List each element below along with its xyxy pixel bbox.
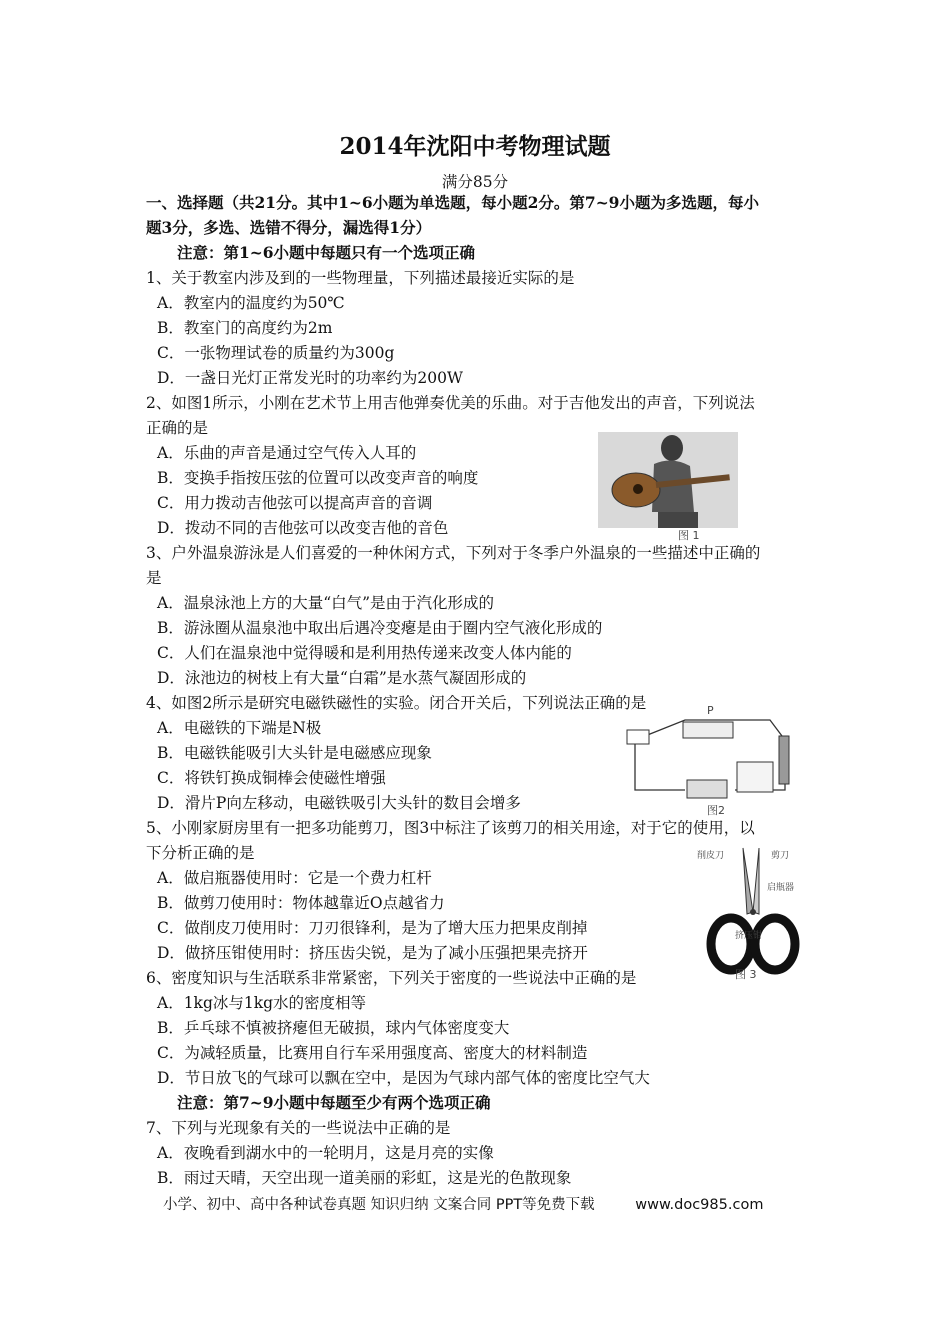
question-3-stem: 3、户外温泉游泳是人们喜爱的一种休闲方式，下列对于冬季户外温泉的一些描述中正确的 bbox=[146, 544, 761, 562]
question-1-option-b: B．教室门的高度约为2m bbox=[157, 319, 333, 337]
figure-1-sound-hole bbox=[633, 484, 643, 494]
question-2-option-a: A．乐曲的声音是通过空气传入人耳的 bbox=[157, 444, 417, 462]
question-1-option-a: A．教室内的温度约为50℃ bbox=[157, 294, 345, 312]
question-4-option-c: C．将铁钉换成铜棒会使磁性增强 bbox=[157, 769, 386, 787]
question-4-option-b: B．电磁铁能吸引大头针是电磁感应现象 bbox=[157, 744, 432, 762]
question-6-option-d: D．节日放飞的气球可以飘在空中，是因为气球内部气体的密度比空气大 bbox=[157, 1069, 650, 1087]
figure-1-guitar-player bbox=[598, 432, 738, 542]
question-2-stem: 2、如图1所示，小刚在艺术节上用吉他弹奏优美的乐曲。对于吉他发出的声音，下列说法 bbox=[146, 394, 755, 412]
figure-1-legs bbox=[658, 512, 698, 528]
figure-2-caption: 图2 bbox=[707, 804, 725, 817]
question-7-option-a: A．夜晚看到湖水中的一轮明月，这是月亮的实像 bbox=[157, 1144, 494, 1162]
figure-3-caption: 图 3 bbox=[735, 968, 757, 981]
question-3-option-a: A．温泉泳池上方的大量“白气”是由于汽化形成的 bbox=[157, 594, 495, 612]
figure-1-head bbox=[661, 435, 683, 461]
question-1-option-d: D．一盏日光灯正常发光时的功率约为200W bbox=[157, 369, 463, 387]
figure-3-blade-left bbox=[743, 848, 753, 914]
question-4-option-d: D．滑片P向左移动，电磁铁吸引大头针的数目会增多 bbox=[157, 794, 521, 812]
question-5-stem-cont: 下分析正确的是 bbox=[146, 844, 255, 862]
figure-3-pivot bbox=[750, 909, 756, 915]
question-5-option-c: C．做削皮刀使用时：刀刃很锋利，是为了增大压力把果皮削掉 bbox=[157, 919, 588, 937]
figure-3-handle-left bbox=[711, 918, 751, 970]
footer-site-link[interactable]: www.doc985.com bbox=[635, 1197, 764, 1213]
question-1-stem: 1、关于教室内涉及到的一些物理量，下列描述最接近实际的是 bbox=[146, 269, 575, 287]
question-6-option-b: B．乒乓球不慎被挤瘪但无破损，球内气体密度变大 bbox=[157, 1019, 510, 1037]
question-7-option-b: B．雨过天晴，天空出现一道美丽的彩虹，这是光的色散现象 bbox=[157, 1169, 572, 1187]
figure-3-handle-right bbox=[755, 918, 795, 970]
section-heading-line2: 题3分，多选、选错不得分，漏选得1分） bbox=[146, 218, 432, 237]
question-7-stem: 7、下列与光现象有关的一些说法中正确的是 bbox=[146, 1119, 451, 1137]
figure-2-switch bbox=[627, 730, 649, 744]
figure-2-ammeter bbox=[737, 762, 773, 792]
figure-1-caption: 图 1 bbox=[678, 529, 700, 542]
figure-3-blade-right bbox=[753, 848, 759, 914]
question-6-option-a: A．1kg冰与1kg水的密度相等 bbox=[157, 994, 367, 1012]
question-3-option-b: B．游泳圈从温泉池中取出后遇冷变瘪是由于圈内空气液化形成的 bbox=[157, 619, 603, 637]
question-6-option-c: C．为减轻质量，比赛用自行车采用强度高、密度大的材料制造 bbox=[157, 1044, 588, 1062]
question-5-stem: 5、小刚家厨房里有一把多功能剪刀，图3中标注了该剪刀的相关用途，对于它的使用，以 bbox=[146, 819, 755, 837]
figure-2-wire-left bbox=[635, 740, 685, 790]
question-3-stem-cont: 是 bbox=[146, 569, 162, 587]
note-single-choice: 注意：第1~6小题中每题只有一个选项正确 bbox=[177, 243, 476, 262]
figure-3-label-cracker: 挤压钳 bbox=[735, 931, 763, 941]
page-title: 2014年沈阳中考物理试题 bbox=[339, 133, 611, 160]
question-3-option-c: C．人们在温泉池中觉得暖和是利用热传递来改变人体内能的 bbox=[157, 644, 572, 662]
full-score: 满分85分 bbox=[441, 173, 509, 191]
question-1-option-c: C．一张物理试卷的质量约为300g bbox=[157, 344, 395, 362]
figure-2-iron-nail-coil bbox=[779, 736, 789, 784]
figure-2-electromagnet-circuit bbox=[625, 700, 805, 820]
figure-2-rheostat bbox=[683, 722, 733, 738]
question-2-option-b: B．变换手指按压弦的位置可以改变声音的响度 bbox=[157, 469, 479, 487]
question-5-option-d: D．做挤压钳使用时：挤压齿尖锐，是为了减小压强把果壳挤开 bbox=[157, 944, 588, 962]
figure-3-label-scissors: 剪刀 bbox=[771, 851, 790, 861]
question-4-stem: 4、如图2所示是研究电磁铁磁性的实验。闭合开关后，下列说法正确的是 bbox=[146, 694, 647, 712]
figure-2-label-p: P bbox=[707, 704, 714, 717]
question-3-option-d: D．泳池边的树枝上有大量“白霜”是水蒸气凝固形成的 bbox=[157, 669, 527, 687]
figure-3-label-peeler: 削皮刀 bbox=[697, 851, 725, 861]
figure-2-battery bbox=[687, 780, 727, 798]
question-2-stem-cont: 正确的是 bbox=[146, 419, 209, 437]
question-5-option-b: B．做剪刀使用时：物体越靠近O点越省力 bbox=[157, 894, 445, 912]
question-5-option-a: A．做启瓶器使用时：它是一个费力杠杆 bbox=[157, 869, 432, 887]
question-2-option-d: D．拨动不同的吉他弦可以改变吉他的音色 bbox=[157, 519, 449, 537]
note-multiple-choice: 注意：第7~9小题中每题至少有两个选项正确 bbox=[177, 1093, 491, 1112]
figure-3-scissors bbox=[695, 842, 805, 982]
page-footer bbox=[163, 1193, 771, 1214]
question-4-option-a: A．电磁铁的下端是N极 bbox=[157, 719, 322, 737]
question-6-stem: 6、密度知识与生活联系非常紧密，下列关于密度的一些说法中正确的是 bbox=[146, 969, 637, 987]
footer-text: 小学、初中、高中各种试卷真题 知识归纳 文案合同 PPT等免费下载 bbox=[163, 1197, 595, 1213]
question-2-option-c: C．用力拨动吉他弦可以提高声音的音调 bbox=[157, 494, 433, 512]
section-heading-line1: 一、选择题（共21分。其中1~6小题为单选题，每小题2分。第7~9小题为多选题，每小 bbox=[146, 193, 759, 212]
figure-3-label-opener: 启瓶器 bbox=[767, 883, 795, 893]
